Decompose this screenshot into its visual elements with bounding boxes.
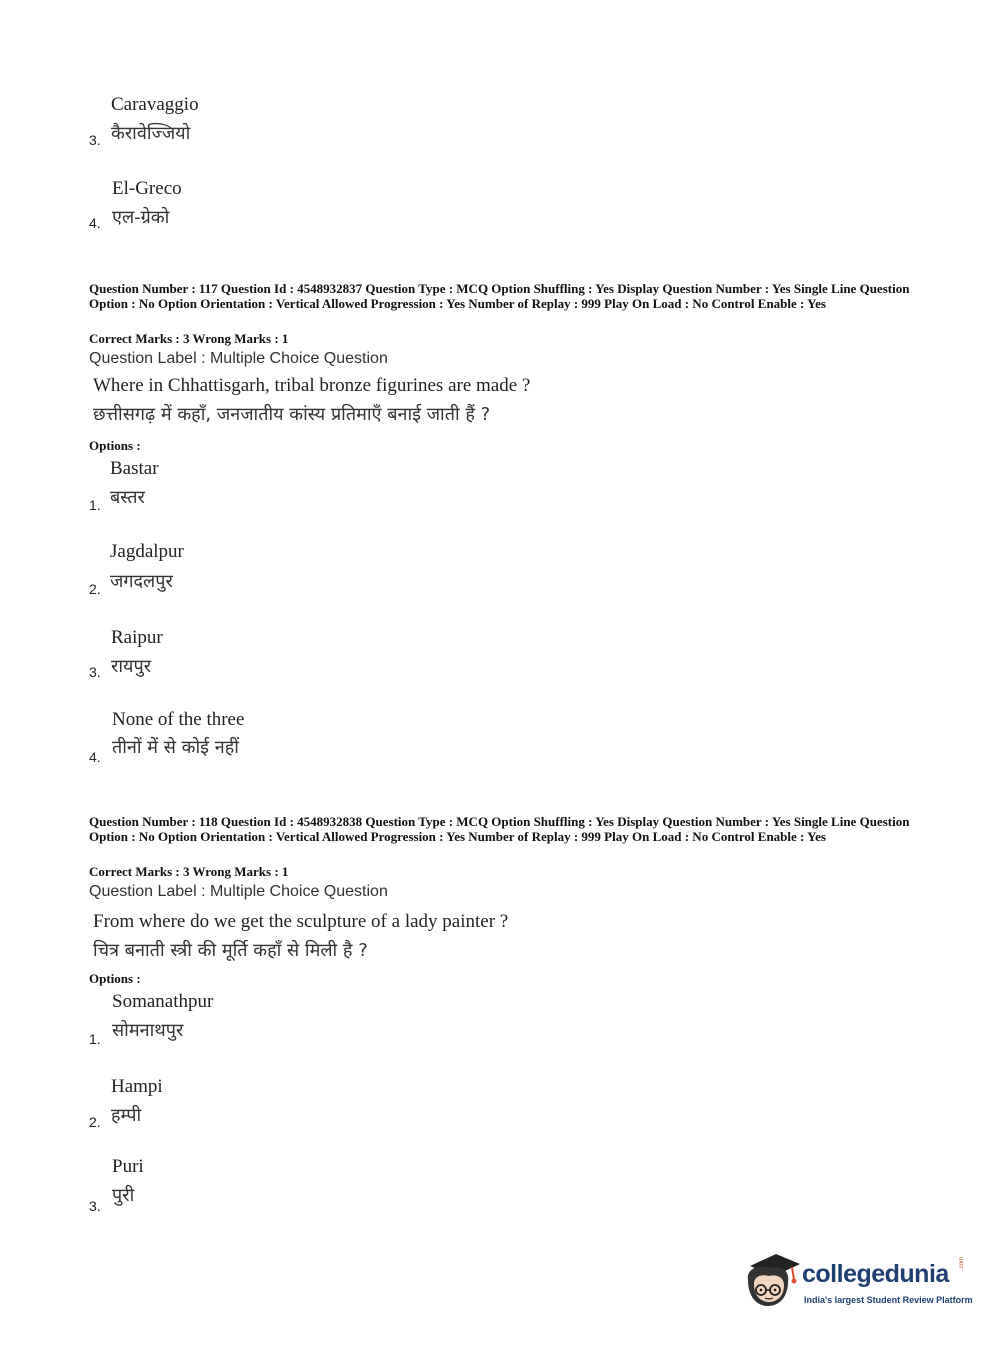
option-3-number: 3.: [89, 132, 101, 148]
q117-option-3-english: Raipur: [111, 627, 163, 648]
option-4-number: 4.: [89, 215, 101, 231]
q117-options-heading: Options :: [89, 438, 141, 453]
q117-label: Question Label : Multiple Choice Question: [89, 350, 388, 367]
q118-text-hindi: चित्र बनाती स्त्री की मूर्ति कहाँ से मिली है ?: [93, 940, 368, 961]
q117-option-1-number: 1.: [89, 497, 101, 513]
q118-option-2-number: 2.: [89, 1114, 101, 1130]
q117-option-2-english: Jagdalpur: [110, 541, 184, 562]
option-4-english: El-Greco: [112, 178, 182, 199]
logo-tagline: India's largest Student Review Platform: [804, 1295, 973, 1305]
q118-options-heading: Options :: [89, 971, 141, 986]
q117-option-3-number: 3.: [89, 664, 101, 680]
collegedunia-logo: [742, 1250, 973, 1320]
option-3-english: Caravaggio: [111, 94, 199, 115]
q118-label: Question Label : Multiple Choice Question: [89, 883, 388, 900]
q117-option-4-number: 4.: [89, 749, 101, 765]
mascot-icon: [742, 1250, 800, 1310]
logo-com: .com: [959, 1256, 965, 1270]
q117-option-1-english: Bastar: [110, 458, 159, 479]
logo-wordmark: collegedunia: [802, 1260, 949, 1288]
q118-option-3-hindi: पुरी: [112, 1185, 135, 1206]
q117-option-4-english: None of the three: [112, 709, 245, 730]
option-4-hindi: एल-ग्रेको: [112, 207, 170, 228]
q118-option-3-english: Puri: [112, 1156, 144, 1177]
q118-text-english: From where do we get the sculpture of a lady painter ?: [93, 911, 509, 932]
q117-option-3-hindi: रायपुर: [111, 656, 152, 677]
q118-option-2-english: Hampi: [111, 1076, 163, 1097]
option-3-hindi: कैरावेज्जियो: [111, 123, 191, 144]
q118-marks: Correct Marks : 3 Wrong Marks : 1: [89, 864, 289, 879]
q117-option-1-hindi: बस्तर: [110, 487, 145, 508]
q117-meta: Question Number : 117 Question Id : 4548932837 Question Type : MCQ Option Shuffling : Yes Display Question Number : Yes Single Line Question Option : No Option Orientation : Vertical Allowed Progression : Yes Number of Replay : 999 Play On Load : No Control Enable : Yes: [89, 281, 910, 311]
q118-option-3-number: 3.: [89, 1198, 101, 1214]
q118-option-2-hindi: हम्पी: [111, 1105, 142, 1126]
q118-meta: Question Number : 118 Question Id : 4548932838 Question Type : MCQ Option Shuffling : Yes Display Question Number : Yes Single Line Question Option : No Option Orientation : Vertical Allowed Progression : Yes Number of Replay : 999 Play On Load : No Control Enable : Yes: [89, 814, 910, 844]
q118-option-1-hindi: सोमनाथपुर: [112, 1020, 184, 1041]
q117-marks: Correct Marks : 3 Wrong Marks : 1: [89, 331, 289, 346]
q117-text-hindi: छत्तीसगढ़ में कहाँ, जनजातीय कांस्य प्रतिमाएँ बनाई जाती हैं ?: [93, 404, 491, 425]
q117-option-4-hindi: तीनों में से कोई नहीं: [112, 737, 239, 758]
q117-text-english: Where in Chhattisgarh, tribal bronze figurines are made ?: [93, 375, 531, 396]
q117-option-2-hindi: जगदलपुर: [110, 571, 173, 592]
q117-option-2-number: 2.: [89, 581, 101, 597]
q118-option-1-number: 1.: [89, 1031, 101, 1047]
q118-option-1-english: Somanathpur: [112, 991, 214, 1012]
